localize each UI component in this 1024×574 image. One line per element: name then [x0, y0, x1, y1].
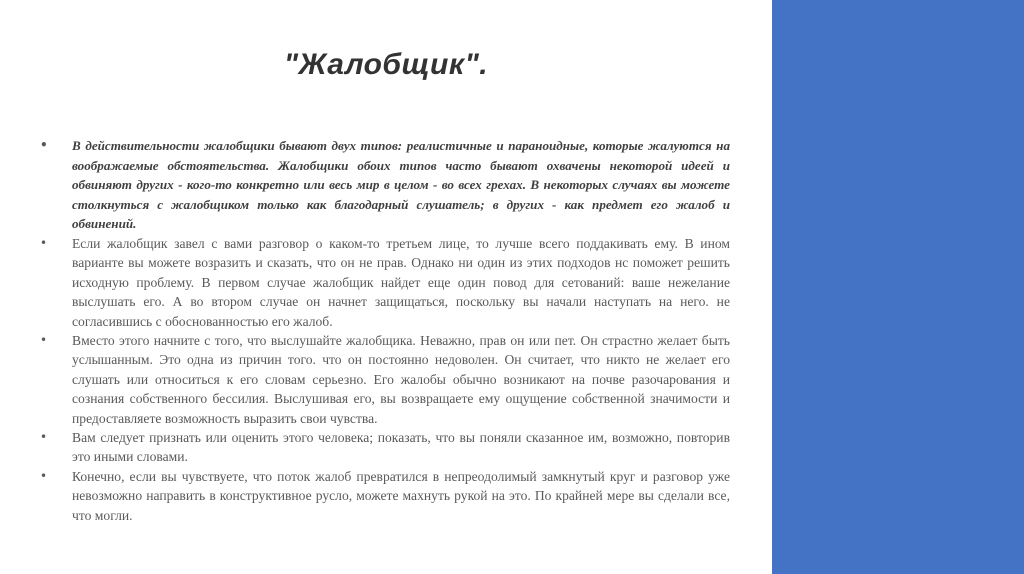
list-item — [40, 331, 730, 428]
bullet-icon: • — [40, 235, 48, 250]
bullet-icon: • — [40, 430, 48, 445]
list-item — [40, 467, 730, 525]
bullet-icon: • — [40, 468, 48, 483]
bullet-icon: • — [40, 138, 48, 152]
list-item — [40, 234, 730, 331]
paragraph-text: Вместо этого начните с того, что выслушайте жалобщика. Неважно, прав он или пет. Он страстно желает быть услышанным. Это одна из причин того. что он постоянно недоволен. Он считает, что никто не желает его слушать или относиться к его словам серьезно. Его жалобы обычно возникают на почве разочарования и сознания собственного бессилия. Выслушивая его, вы возвращаете ему ощущение собственной значимости и предоставляете возможность выразить свои чувства. — [72, 333, 730, 426]
paragraph-text: Если жалобщик завел с вами разговор о каком-то третьем лице, то лучше всего поддакивать ему. В ином варианте вы можете возразить и сказать, что он не прав. Однако ни один из этих подходов нс поможет решить исходную проблему. В первом случае жалобщик найдет еще один повод для сетований: ваше нежелание выслушать его. А во втором случае он начнет защищаться, поскольку вы начали наступать на него. не согласившись с обоснованностью его жалоб. — [72, 235, 730, 329]
body-text-list — [40, 136, 730, 525]
list-item — [40, 428, 730, 467]
bullet-icon: • — [40, 333, 48, 347]
paragraph-text: Вам следует признать или оценить этого человека; показать, что вы поняли сказанное им, возможно, повторив это иными словами. — [72, 430, 730, 465]
paragraph-text: Конечно, если вы чувствуете, что поток жалоб превратился в непреодолимый замкнутый круг и разговор уже невозможно направить в конструктивное русло, можете махнуть рукой на это. По крайней мере вы сделали все, что могли. — [72, 468, 730, 523]
slide-title: "Жалобщик". — [283, 48, 489, 81]
list-item — [40, 136, 730, 234]
side-panel — [772, 0, 1024, 574]
paragraph-text: В действительности жалобщики бывают двух типов: реалистичные и параноидные, которые жалуются на воображаемые обстоятельства. Жалобщики обоих типов часто бывают охвачены некоторой идеей и обвиняют других - кого-то конкретно или весь мир в целом - во всех грехах. В некоторых случаях вы можете столкнуться с жалобщиком только как благодарный слушатель; в других - как предмет его жалоб и обвинений. — [72, 138, 730, 232]
